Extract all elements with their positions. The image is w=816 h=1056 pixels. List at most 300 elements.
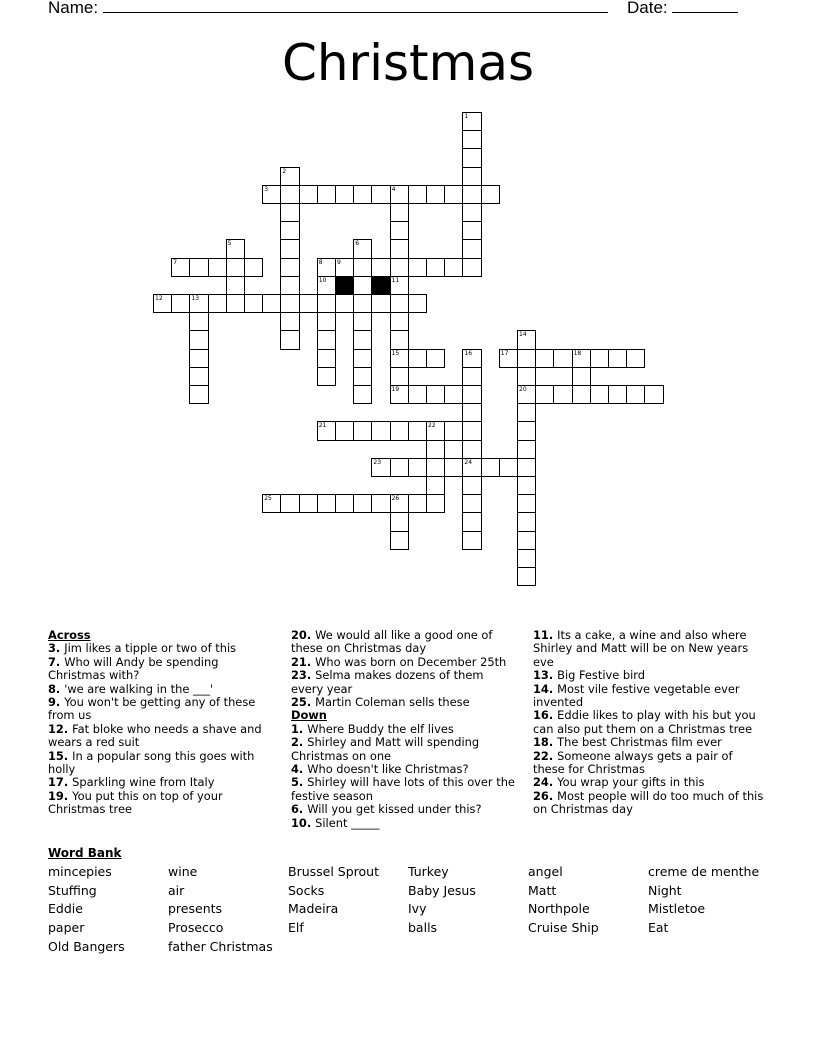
crossword-cell[interactable] [353, 258, 372, 277]
crossword-cell[interactable] [390, 385, 409, 404]
crossword-cell[interactable] [590, 349, 609, 368]
crossword-cell[interactable] [280, 203, 299, 222]
clue-text: Martin Coleman sells these [315, 695, 470, 710]
clue-text: Selma makes dozens of them every year [291, 668, 484, 696]
crossword-cell[interactable] [426, 258, 445, 277]
crossword-cell[interactable] [390, 185, 409, 204]
crossword-cell[interactable] [462, 403, 481, 422]
word-bank-item: Baby Jesus [408, 882, 476, 898]
crossword-cell[interactable] [390, 276, 409, 295]
crossword-cell[interactable] [317, 494, 336, 513]
word-bank-item: Matt [528, 882, 557, 898]
clue-number: 1 [464, 113, 469, 120]
crossword-cell[interactable] [171, 294, 190, 313]
crossword-cell[interactable] [462, 458, 481, 477]
crossword-cell[interactable] [317, 330, 336, 349]
clue-text: Will you get kissed under this? [307, 802, 482, 817]
crossword-cell[interactable] [390, 458, 409, 477]
clue-number: 25 [264, 495, 272, 503]
crossword-cell[interactable] [280, 258, 299, 277]
crossword-cell[interactable] [444, 458, 463, 477]
crossword-cell[interactable] [280, 312, 299, 331]
crossword-cell[interactable] [353, 185, 372, 204]
crossword-cell[interactable] [517, 349, 536, 368]
crossword-cell[interactable] [408, 349, 427, 368]
clue-text: Most people will do too much of this on Christmas day [533, 788, 764, 817]
across-clue-list-continued [291, 629, 516, 709]
across-clue [291, 656, 516, 669]
crossword-cell[interactable] [390, 531, 409, 550]
across-clue [291, 669, 516, 696]
word-bank-item: presents [168, 901, 223, 917]
crossword-cell[interactable] [353, 349, 372, 368]
crossword-cell[interactable] [517, 458, 536, 477]
clue-number-label: 5. [291, 775, 308, 790]
crossword-cell[interactable] [499, 458, 518, 477]
word-bank-item: Northpole [528, 901, 590, 917]
crossword-cell[interactable] [390, 421, 409, 440]
crossword-cell[interactable] [280, 239, 299, 258]
crossword-cell[interactable] [299, 185, 318, 204]
clue-number: 22 [428, 422, 436, 430]
clue-number-label: 1. [291, 721, 308, 736]
crossword-cell[interactable] [353, 385, 372, 404]
clue-text: Big Festive bird [557, 668, 645, 683]
crossword-cell[interactable] [390, 221, 409, 240]
crossword-cell[interactable] [371, 421, 390, 440]
word-bank-item: Madeira [288, 901, 339, 917]
crossword-cell[interactable] [189, 385, 208, 404]
word-bank-item: paper [48, 920, 85, 936]
word-bank-item: Turkey [408, 864, 449, 879]
puzzle-title: Christmas [281, 34, 535, 92]
crossword-cell[interactable] [335, 421, 354, 440]
clue-text: Shirley and Matt will spending Christmas on one [291, 735, 480, 763]
crossword-cell[interactable] [535, 349, 554, 368]
crossword-cell[interactable] [299, 294, 318, 313]
down-clue [533, 790, 765, 817]
word-bank-item: Stuffing [48, 882, 97, 898]
crossword-cell[interactable] [444, 421, 463, 440]
crossword-cell[interactable] [517, 440, 536, 459]
crossword-cell[interactable] [226, 239, 245, 258]
crossword-cell[interactable] [317, 258, 336, 277]
crossword-cell[interactable] [462, 421, 481, 440]
clue-number: 15 [391, 349, 400, 357]
across-clue-list [48, 642, 270, 816]
clue-number: 8 [318, 258, 323, 266]
crossword-cell[interactable] [280, 494, 299, 513]
clue-text: Sparkling wine from Italy [72, 775, 215, 790]
crossword-cell[interactable] [572, 385, 591, 404]
crossword-cell[interactable] [189, 294, 208, 313]
crossword-cell[interactable] [408, 185, 427, 204]
clue-number-label: 26. [533, 788, 558, 803]
crossword-cell[interactable] [572, 367, 591, 386]
crossword-cell[interactable] [408, 421, 427, 440]
crossword-cell[interactable] [462, 476, 481, 495]
across-clue [48, 776, 270, 789]
clue-number: 2 [282, 167, 287, 175]
crossword-cell[interactable] [317, 421, 336, 440]
clue-text: Who was born on December 25th [315, 654, 507, 669]
crossword-cell[interactable] [317, 367, 336, 386]
crossword-cell[interactable] [426, 421, 445, 440]
crossword-cell[interactable] [371, 185, 390, 204]
crossword-cell[interactable] [280, 185, 299, 204]
down-clue-list [291, 723, 516, 830]
clue-number-label: 10. [291, 815, 316, 830]
crossword-cell[interactable] [426, 185, 445, 204]
word-bank-item: creme de menthe [648, 864, 760, 879]
across-heading: Across [48, 628, 91, 642]
crossword-cell[interactable] [426, 440, 445, 459]
crossword-cell[interactable] [317, 276, 336, 295]
crossword-cell[interactable] [353, 294, 372, 313]
crossword-cell[interactable] [608, 385, 627, 404]
clue-number: 11 [391, 276, 400, 284]
crossword-cell[interactable] [353, 494, 372, 513]
clue-number-label: 20. [291, 628, 316, 642]
crossword-cell[interactable] [462, 531, 481, 550]
clue-number: 18 [573, 349, 582, 357]
crossword-cell[interactable] [462, 494, 481, 513]
crossword-cell[interactable] [462, 167, 481, 186]
crossword-cell[interactable] [390, 349, 409, 368]
crossword-cell[interactable] [517, 549, 536, 568]
crossword-cell[interactable] [517, 385, 536, 404]
clue-text: Jim likes a tipple or two of this [64, 641, 237, 656]
down-clue [291, 817, 516, 830]
across-clue [291, 696, 516, 709]
crossword-cell[interactable] [244, 258, 263, 277]
crossword-cell[interactable] [462, 185, 481, 204]
crossword-cell[interactable] [189, 349, 208, 368]
clue-number-label: 14. [533, 681, 558, 696]
crossword-cell[interactable] [462, 349, 481, 368]
crossword-cell[interactable] [189, 312, 208, 331]
down-clue [291, 763, 516, 776]
crossword-cell[interactable] [353, 312, 372, 331]
crossword-cell[interactable] [444, 385, 463, 404]
crossword-cell[interactable] [280, 276, 299, 295]
clue-number-label: 11. [533, 628, 558, 642]
down-clue [533, 629, 765, 669]
crossword-cell[interactable] [408, 458, 427, 477]
across-clue [48, 696, 270, 723]
crossword-cell[interactable] [390, 294, 409, 313]
crossword-cell[interactable] [280, 330, 299, 349]
clue-number-label: 18. [533, 735, 558, 750]
clue-number-label: 16. [533, 708, 558, 723]
down-clue [291, 723, 516, 736]
crossword-cell[interactable] [462, 440, 481, 459]
crossword-cell[interactable] [517, 421, 536, 440]
clue-number: 6 [355, 240, 360, 248]
crossword-cell[interactable] [371, 258, 390, 277]
clue-number-label: 21. [291, 654, 316, 669]
clue-text: We would all like a good one of these on Christmas day [291, 628, 493, 656]
clue-number-label: 13. [533, 668, 558, 683]
crossword-cell[interactable] [390, 239, 409, 258]
clue-number-label: 22. [533, 748, 558, 763]
word-bank-item: mincepies [48, 864, 112, 879]
black-cell [335, 276, 354, 295]
word-bank-item: Eat [648, 920, 669, 936]
clue-number-label: 25. [291, 695, 316, 710]
clues-column-2 [291, 629, 516, 830]
clue-number: 16 [464, 349, 473, 357]
clue-number-label: 19. [48, 788, 73, 803]
clue-text: The best Christmas film ever [557, 735, 722, 750]
down-clue [533, 669, 765, 682]
crossword-cell[interactable] [208, 258, 227, 277]
crossword-cell[interactable] [517, 330, 536, 349]
word-bank-item: Brussel Sprout [288, 864, 380, 879]
crossword-cell[interactable] [426, 458, 445, 477]
crossword-cell[interactable] [317, 294, 336, 313]
crossword-cell[interactable] [335, 494, 354, 513]
crossword-cell[interactable] [462, 203, 481, 222]
crossword-cell[interactable] [226, 258, 245, 277]
crossword-cell[interactable] [626, 349, 645, 368]
down-heading: Down [291, 708, 327, 723]
crossword-cell[interactable] [353, 276, 372, 295]
clue-text: 'we are walking in the ___' [64, 681, 214, 696]
clue-number: 9 [337, 258, 341, 266]
clue-number: 19 [391, 386, 400, 393]
clue-text: Silent _____ [315, 815, 380, 830]
crossword-cell[interactable] [426, 385, 445, 404]
across-clue [48, 723, 270, 750]
crossword-cell[interactable] [262, 185, 281, 204]
crossword-cell[interactable] [317, 312, 336, 331]
crossword-cell[interactable] [408, 258, 427, 277]
name-label: Name: [48, 0, 99, 17]
clue-text: Where Buddy the elf lives [307, 721, 454, 736]
clue-text: You won't be getting any of these from us [48, 695, 256, 723]
clue-text: Fat bloke who needs a shave and wears a red suit [48, 721, 262, 750]
down-clue [291, 803, 516, 816]
across-clue [48, 683, 270, 696]
across-clue [291, 629, 516, 656]
crossword-cell[interactable] [462, 148, 481, 167]
crossword-cell[interactable] [390, 494, 409, 513]
clue-number: 17 [500, 349, 509, 357]
word-bank-item: Socks [288, 882, 325, 898]
black-cell [371, 276, 390, 295]
clue-number: 3 [264, 185, 269, 193]
date-label: Date: [627, 0, 668, 17]
crossword-cell[interactable] [408, 494, 427, 513]
down-clue [533, 750, 765, 777]
crossword-cell[interactable] [517, 494, 536, 513]
word-bank-item: Prosecco [168, 920, 224, 936]
clue-text: You put this on top of your Christmas tree [48, 788, 223, 817]
crossword-cell[interactable] [426, 349, 445, 368]
word-bank-title: Word Bank [48, 846, 122, 860]
crossword-cell[interactable] [353, 239, 372, 258]
clue-number: 10 [318, 276, 327, 284]
word-bank-item: Eddie [48, 901, 83, 917]
crossword-cell[interactable] [426, 494, 445, 513]
crossword-cell[interactable] [390, 312, 409, 331]
crossword-cell[interactable] [353, 421, 372, 440]
crossword-cell[interactable] [408, 294, 427, 313]
crossword-cell[interactable] [317, 349, 336, 368]
crossword-cell[interactable] [171, 258, 190, 277]
across-clue [48, 790, 270, 817]
clue-number: 20 [519, 386, 527, 393]
crossword-cell[interactable] [517, 367, 536, 386]
crossword-cell[interactable] [572, 349, 591, 368]
across-clue [48, 656, 270, 683]
clue-number: 12 [155, 295, 163, 302]
word-bank-item: angel [528, 864, 563, 879]
crossword-cell[interactable] [390, 330, 409, 349]
clues-column-3 [533, 629, 765, 817]
down-clue-list-continued [533, 629, 765, 817]
clue-number: 4 [391, 185, 396, 193]
crossword-cell[interactable] [226, 276, 245, 295]
clue-text: You wrap your gifts in this [557, 775, 705, 790]
crossword-cell[interactable] [317, 185, 336, 204]
crossword-cell[interactable] [335, 185, 354, 204]
clue-number: 7 [173, 258, 178, 266]
word-bank-item: Cruise Ship [528, 920, 599, 936]
clue-number-label: 7. [48, 654, 65, 669]
crossword-cell[interactable] [280, 294, 299, 313]
clue-text: Who will Andy be spending Christmas with? [48, 654, 219, 683]
clue-number-label: 3. [48, 641, 65, 656]
clue-text: Eddie likes to play with his but you can also put them on a Christmas tree [533, 708, 756, 736]
clue-text: Who doesn't like Christmas? [307, 762, 469, 777]
clue-number-label: 15. [48, 748, 73, 763]
word-bank-item: Mistletoe [648, 901, 706, 917]
crossword-cell[interactable] [244, 294, 263, 313]
crossword-cell[interactable] [462, 239, 481, 258]
crossword-cell[interactable] [517, 531, 536, 550]
crossword-cell[interactable] [226, 294, 245, 313]
down-clue [533, 709, 765, 736]
crossword-cell[interactable] [335, 258, 354, 277]
clue-text: Someone always gets a pair of these for Christmas [533, 748, 733, 777]
crossword-cell[interactable] [280, 221, 299, 240]
clue-number: 5 [227, 240, 232, 248]
crossword-cell[interactable] [462, 221, 481, 240]
down-clue [291, 776, 516, 803]
crossword-cell[interactable] [481, 458, 500, 477]
clue-number: 24 [464, 458, 473, 466]
crossword-cell[interactable] [335, 294, 354, 313]
crossword-cell[interactable] [499, 349, 518, 368]
crossword-cell[interactable] [462, 512, 481, 531]
clue-number-label: 2. [291, 735, 308, 750]
crossword-cell[interactable] [608, 349, 627, 368]
crossword-cell[interactable] [535, 385, 554, 404]
clue-number-label: 9. [48, 695, 65, 710]
crossword-cell[interactable] [299, 494, 318, 513]
down-clue [291, 736, 516, 763]
crossword-cell[interactable] [644, 385, 663, 404]
crossword-cell[interactable] [189, 330, 208, 349]
crossword-cell[interactable] [189, 367, 208, 386]
clue-number: 14 [519, 331, 527, 339]
clue-number: 13 [191, 295, 200, 302]
word-bank-item: Ivy [408, 901, 427, 917]
word-bank-item: air [168, 882, 185, 898]
word-bank-item: balls [408, 920, 438, 936]
crossword-cell[interactable] [462, 258, 481, 277]
crossword-cell[interactable] [390, 512, 409, 531]
crossword-cell[interactable] [517, 403, 536, 422]
clue-number-label: 4. [291, 762, 308, 777]
crossword-cell[interactable] [371, 294, 390, 313]
clue-number-label: 23. [291, 668, 316, 683]
crossword-cell[interactable] [553, 349, 572, 368]
crossword-cell[interactable] [462, 367, 481, 386]
crossword-cell[interactable] [262, 294, 281, 313]
crossword-cell[interactable] [353, 367, 372, 386]
crossword-cell[interactable] [371, 494, 390, 513]
crossword-cell[interactable] [444, 185, 463, 204]
word-bank-item: Old Bangers [48, 938, 125, 954]
clue-number-label: 17. [48, 775, 73, 790]
crossword-cell[interactable] [481, 185, 500, 204]
crossword-cell[interactable] [517, 512, 536, 531]
clue-number: 26 [391, 495, 400, 503]
crossword-cell[interactable] [390, 367, 409, 386]
crossword-cell[interactable] [390, 258, 409, 277]
across-clue [48, 642, 270, 655]
down-clue [533, 736, 765, 749]
clue-number-label: 12. [48, 721, 73, 736]
word-bank-item: father Christmas [168, 938, 273, 954]
crossword-cell[interactable] [626, 385, 645, 404]
crossword-cell[interactable] [262, 494, 281, 513]
down-clue [533, 776, 765, 789]
crossword-cell[interactable] [353, 330, 372, 349]
crossword-cell[interactable] [390, 203, 409, 222]
clue-text: Most vile festive vegetable ever invented [533, 681, 740, 710]
crossword-cell[interactable] [462, 112, 481, 131]
clue-number: 23 [373, 458, 382, 466]
crossword-cell[interactable] [517, 476, 536, 495]
clues-column-1 [48, 629, 270, 817]
crossword-cell[interactable] [553, 385, 572, 404]
clue-text: Shirley will have lots of this over the festive season [291, 775, 515, 803]
clue-number-label: 24. [533, 775, 558, 790]
word-bank-item: wine [168, 864, 198, 879]
clue-text: Its a cake, a wine and also where Shirley and Matt will be on New years eve [533, 628, 749, 669]
crossword-cell[interactable] [371, 458, 390, 477]
crossword-cell[interactable] [444, 258, 463, 277]
clue-number: 21 [318, 422, 327, 430]
crossword-cell[interactable] [189, 258, 208, 277]
across-clue [48, 750, 270, 777]
crossword-cell[interactable] [517, 567, 536, 586]
crossword-cell[interactable] [408, 385, 427, 404]
crossword-cell[interactable] [462, 385, 481, 404]
crossword-cell[interactable] [462, 130, 481, 149]
crossword-cell[interactable] [208, 294, 227, 313]
crossword-cell[interactable] [280, 167, 299, 186]
clue-number-label: 8. [48, 681, 65, 696]
crossword-cell[interactable] [590, 385, 609, 404]
crossword-cell[interactable] [426, 476, 445, 495]
clue-text: In a popular song this goes with holly [48, 748, 255, 777]
crossword-cell[interactable] [153, 294, 172, 313]
